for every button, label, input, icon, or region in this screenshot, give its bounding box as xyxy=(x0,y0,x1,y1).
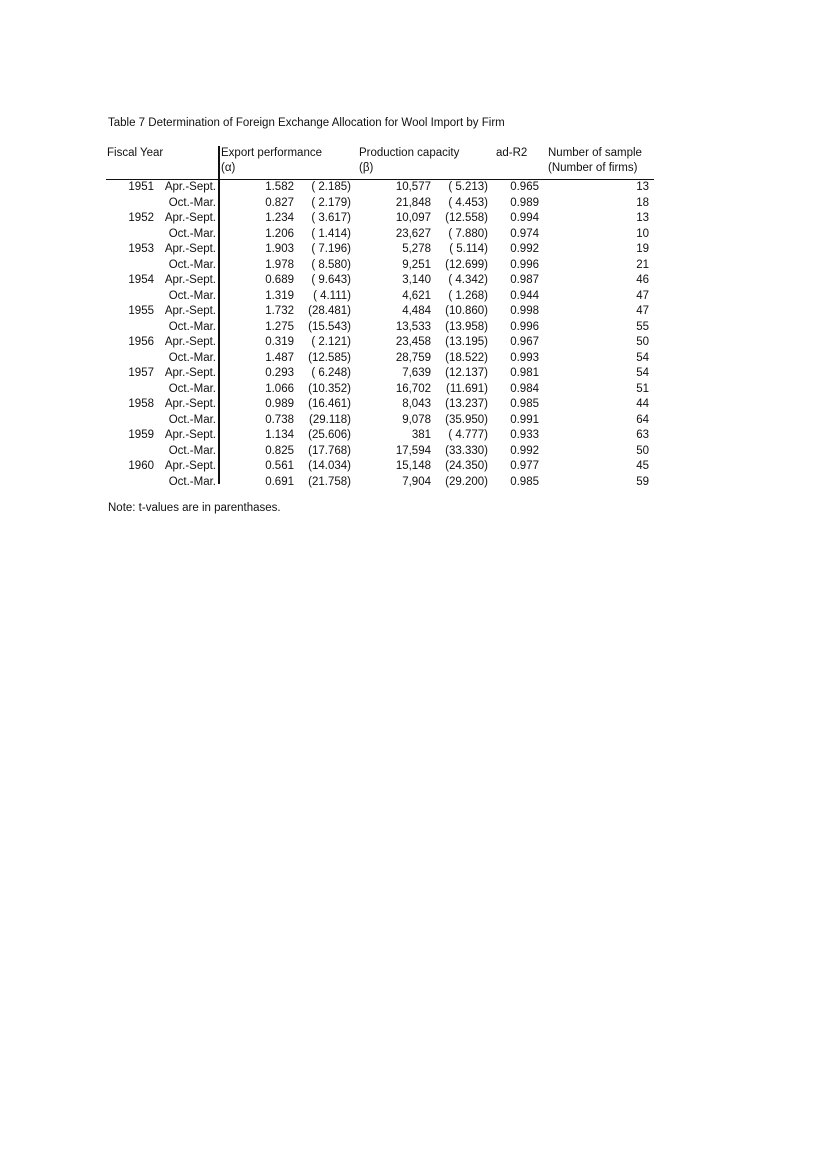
cell-alpha-t: ( 2.121) xyxy=(311,336,351,348)
cell-period: Oct.-Mar. xyxy=(168,320,216,333)
cell-number-of-firms: 64 xyxy=(636,413,649,426)
cell-period: Apr.-Sept. xyxy=(164,460,216,472)
cell-beta: 15,148 xyxy=(395,460,431,472)
cell-beta: 23,458 xyxy=(395,336,431,348)
table-row xyxy=(106,366,654,382)
cell-alpha: 1.275 xyxy=(265,320,294,333)
table-row xyxy=(106,258,654,274)
cell-alpha-t: ( 2.185) xyxy=(311,181,351,193)
cell-number-of-firms: 54 xyxy=(636,351,649,364)
cell-beta: 7,639 xyxy=(402,367,431,379)
cell-number-of-firms: 18 xyxy=(636,196,649,209)
cell-number-of-firms: 10 xyxy=(636,227,649,240)
cell-alpha-t: ( 6.248) xyxy=(311,367,351,379)
cell-adr2: 0.992 xyxy=(510,444,539,457)
cell-beta-t: ( 7.880) xyxy=(448,227,488,240)
header-adr2: ad-R2 xyxy=(496,147,528,159)
cell-alpha-t: (16.461) xyxy=(308,398,351,410)
cell-adr2: 0.967 xyxy=(510,336,539,348)
cell-period: Apr.-Sept. xyxy=(164,429,216,441)
cell-number-of-firms: 55 xyxy=(636,320,649,333)
cell-beta: 5,278 xyxy=(402,243,431,255)
cell-beta: 9,078 xyxy=(402,413,431,426)
cell-adr2: 0.996 xyxy=(510,258,539,271)
cell-number-of-firms: 46 xyxy=(636,274,649,286)
table-row xyxy=(106,320,654,336)
cell-period: Apr.-Sept. xyxy=(164,274,216,286)
cell-beta: 3,140 xyxy=(402,274,431,286)
cell-number-of-firms: 47 xyxy=(636,305,649,317)
cell-year: 1959 xyxy=(128,429,154,441)
cell-alpha-t: (21.758) xyxy=(308,475,351,488)
cell-alpha: 0.738 xyxy=(265,413,294,426)
cell-year: 1952 xyxy=(128,212,154,224)
cell-alpha: 1.319 xyxy=(265,289,294,302)
cell-alpha-t: (15.543) xyxy=(308,320,351,333)
cell-beta-t: (29.200) xyxy=(445,475,488,488)
cell-alpha-t: (28.481) xyxy=(308,305,351,317)
cell-alpha-t: (10.352) xyxy=(308,382,351,395)
cell-adr2: 0.974 xyxy=(510,227,539,240)
cell-beta: 23,627 xyxy=(395,227,431,240)
table-row xyxy=(106,227,654,243)
cell-alpha: 0.689 xyxy=(265,274,294,286)
cell-number-of-firms: 54 xyxy=(636,367,649,379)
cell-number-of-firms: 21 xyxy=(636,258,649,271)
cell-beta: 28,759 xyxy=(395,351,431,364)
cell-alpha-t: ( 1.414) xyxy=(311,227,351,240)
cell-adr2: 0.985 xyxy=(510,475,539,488)
cell-alpha: 1.487 xyxy=(265,351,294,364)
cell-beta-t: (18.522) xyxy=(445,351,488,364)
cell-adr2: 0.984 xyxy=(510,382,539,395)
cell-beta-t: (12.558) xyxy=(445,212,488,224)
cell-alpha-t: (17.768) xyxy=(308,444,351,457)
header-production-capacity: Production capacity xyxy=(359,147,460,159)
cell-beta: 10,577 xyxy=(395,181,431,193)
cell-adr2: 0.993 xyxy=(510,351,539,364)
cell-beta-t: ( 4.453) xyxy=(448,196,488,209)
cell-year: 1958 xyxy=(128,398,154,410)
cell-alpha: 1.206 xyxy=(265,227,294,240)
cell-beta: 4,484 xyxy=(402,305,431,317)
table-row xyxy=(106,459,654,475)
cell-beta-t: ( 4.777) xyxy=(448,429,488,441)
cell-beta-t: (35.950) xyxy=(445,413,488,426)
table-row xyxy=(106,273,654,289)
cell-beta: 13,533 xyxy=(395,320,431,333)
cell-alpha: 0.989 xyxy=(265,398,294,410)
cell-alpha-t: (25.606) xyxy=(308,429,351,441)
cell-beta: 8,043 xyxy=(402,398,431,410)
cell-adr2: 0.991 xyxy=(510,413,539,426)
cell-year: 1954 xyxy=(128,274,154,286)
cell-period: Apr.-Sept. xyxy=(164,212,216,224)
cell-beta-t: (13.958) xyxy=(445,320,488,333)
cell-alpha-t: ( 3.617) xyxy=(311,212,351,224)
cell-alpha: 0.691 xyxy=(265,475,294,488)
cell-adr2: 0.989 xyxy=(510,196,539,209)
cell-beta: 4,621 xyxy=(402,289,431,302)
cell-period: Oct.-Mar. xyxy=(168,413,216,426)
cell-number-of-firms: 13 xyxy=(636,181,649,193)
cell-alpha: 0.293 xyxy=(265,367,294,379)
cell-alpha: 0.827 xyxy=(265,196,294,209)
cell-alpha: 1.903 xyxy=(265,243,294,255)
table-row xyxy=(106,428,654,444)
header-alpha: (α) xyxy=(221,162,236,174)
cell-alpha-t: ( 9.643) xyxy=(311,274,351,286)
cell-beta-t: (11.691) xyxy=(446,382,488,395)
cell-beta-t: (24.350) xyxy=(445,460,488,472)
cell-adr2: 0.977 xyxy=(510,460,539,472)
cell-beta: 9,251 xyxy=(402,258,431,271)
cell-year: 1951 xyxy=(128,181,154,193)
cell-alpha-t: ( 2.179) xyxy=(311,196,351,209)
cell-period: Apr.-Sept. xyxy=(164,367,216,379)
cell-alpha: 0.825 xyxy=(265,444,294,457)
cell-number-of-firms: 19 xyxy=(636,243,649,255)
cell-period: Apr.-Sept. xyxy=(164,305,216,317)
cell-year: 1957 xyxy=(128,367,154,379)
cell-beta: 10,097 xyxy=(395,212,431,224)
cell-alpha: 1.732 xyxy=(265,305,294,317)
header-beta: (β) xyxy=(359,162,374,174)
header-fiscal-year: Fiscal Year xyxy=(107,147,164,159)
header-number-of-sample: Number of sample xyxy=(548,147,642,159)
cell-period: Oct.-Mar. xyxy=(168,351,216,364)
cell-beta: 17,594 xyxy=(395,444,431,457)
cell-year: 1956 xyxy=(128,336,154,348)
table-row xyxy=(106,180,654,196)
table-row xyxy=(106,351,654,367)
cell-period: Oct.-Mar. xyxy=(168,196,216,209)
cell-alpha: 1.066 xyxy=(265,382,294,395)
cell-period: Oct.-Mar. xyxy=(168,258,216,271)
cell-beta: 381 xyxy=(411,429,431,441)
cell-beta-t: (10.860) xyxy=(445,305,488,317)
cell-beta-t: ( 4.342) xyxy=(448,274,488,286)
cell-beta-t: ( 5.114) xyxy=(449,243,488,255)
cell-beta-t: ( 1.268) xyxy=(448,289,488,302)
cell-beta-t: (13.237) xyxy=(445,398,488,410)
table-row xyxy=(106,211,654,227)
table-row xyxy=(106,382,654,398)
header-export-performance: Export performance xyxy=(221,147,322,159)
cell-alpha-t: (14.034) xyxy=(308,460,351,472)
cell-year: 1960 xyxy=(128,460,154,472)
table-row xyxy=(106,413,654,429)
cell-adr2: 0.981 xyxy=(510,367,539,379)
table-row xyxy=(106,304,654,320)
data-table xyxy=(106,146,654,490)
cell-alpha: 0.319 xyxy=(265,336,294,348)
cell-number-of-firms: 51 xyxy=(636,382,649,395)
cell-period: Apr.-Sept. xyxy=(164,336,216,348)
cell-period: Apr.-Sept. xyxy=(164,243,216,255)
cell-alpha: 1.978 xyxy=(265,258,294,271)
cell-period: Oct.-Mar. xyxy=(168,289,216,302)
cell-alpha-t: ( 7.196) xyxy=(311,243,351,255)
cell-adr2: 0.933 xyxy=(510,429,539,441)
cell-year: 1955 xyxy=(128,305,154,317)
cell-period: Oct.-Mar. xyxy=(168,475,216,488)
table-row xyxy=(106,475,654,491)
cell-alpha: 1.234 xyxy=(265,212,294,224)
table-title: Table 7 Determination of Foreign Exchange Allocation for Wool Import by Firm xyxy=(108,117,505,129)
cell-beta-t: (33.330) xyxy=(445,444,488,457)
cell-number-of-firms: 50 xyxy=(636,444,649,457)
cell-number-of-firms: 50 xyxy=(636,336,649,348)
cell-adr2: 0.985 xyxy=(510,398,539,410)
cell-number-of-firms: 44 xyxy=(636,398,649,410)
cell-alpha-t: (29.118) xyxy=(309,413,351,426)
cell-alpha: 1.134 xyxy=(265,429,294,441)
cell-alpha-t: (12.585) xyxy=(308,351,351,364)
table-note: Note: t-values are in parenthases. xyxy=(108,502,281,514)
cell-number-of-firms: 47 xyxy=(636,289,649,302)
cell-beta: 7,904 xyxy=(402,475,431,488)
cell-beta-t: ( 5.213) xyxy=(448,181,488,193)
cell-adr2: 0.944 xyxy=(510,289,539,302)
cell-adr2: 0.998 xyxy=(510,305,539,317)
cell-beta: 21,848 xyxy=(395,196,431,209)
cell-number-of-firms: 59 xyxy=(636,475,649,488)
table-row xyxy=(106,444,654,460)
cell-period: Oct.-Mar. xyxy=(168,227,216,240)
cell-beta: 16,702 xyxy=(395,382,431,395)
header-number-of-firms: (Number of firms) xyxy=(548,162,638,174)
cell-number-of-firms: 45 xyxy=(636,460,649,472)
cell-period: Apr.-Sept. xyxy=(164,181,216,193)
table-row xyxy=(106,289,654,305)
cell-adr2: 0.994 xyxy=(510,212,539,224)
cell-adr2: 0.987 xyxy=(510,274,539,286)
table-row xyxy=(106,242,654,258)
cell-adr2: 0.996 xyxy=(510,320,539,333)
cell-adr2: 0.965 xyxy=(510,181,539,193)
cell-number-of-firms: 63 xyxy=(636,429,649,441)
table-row xyxy=(106,196,654,212)
cell-beta-t: (12.699) xyxy=(445,258,488,271)
table-row xyxy=(106,335,654,351)
cell-beta-t: (12.137) xyxy=(445,367,488,379)
cell-year: 1953 xyxy=(128,243,154,255)
cell-alpha: 0.561 xyxy=(265,460,294,472)
cell-period: Oct.-Mar. xyxy=(168,444,216,457)
cell-period: Apr.-Sept. xyxy=(164,398,216,410)
cell-alpha-t: ( 4.111) xyxy=(313,289,351,302)
cell-beta-t: (13.195) xyxy=(445,336,488,348)
table-header xyxy=(106,146,654,180)
cell-alpha: 1.582 xyxy=(265,181,294,193)
table-body xyxy=(106,180,654,490)
table-row xyxy=(106,397,654,413)
cell-period: Oct.-Mar. xyxy=(168,382,216,395)
cell-number-of-firms: 13 xyxy=(636,212,649,224)
cell-adr2: 0.992 xyxy=(510,243,539,255)
cell-alpha-t: ( 8.580) xyxy=(311,258,351,271)
